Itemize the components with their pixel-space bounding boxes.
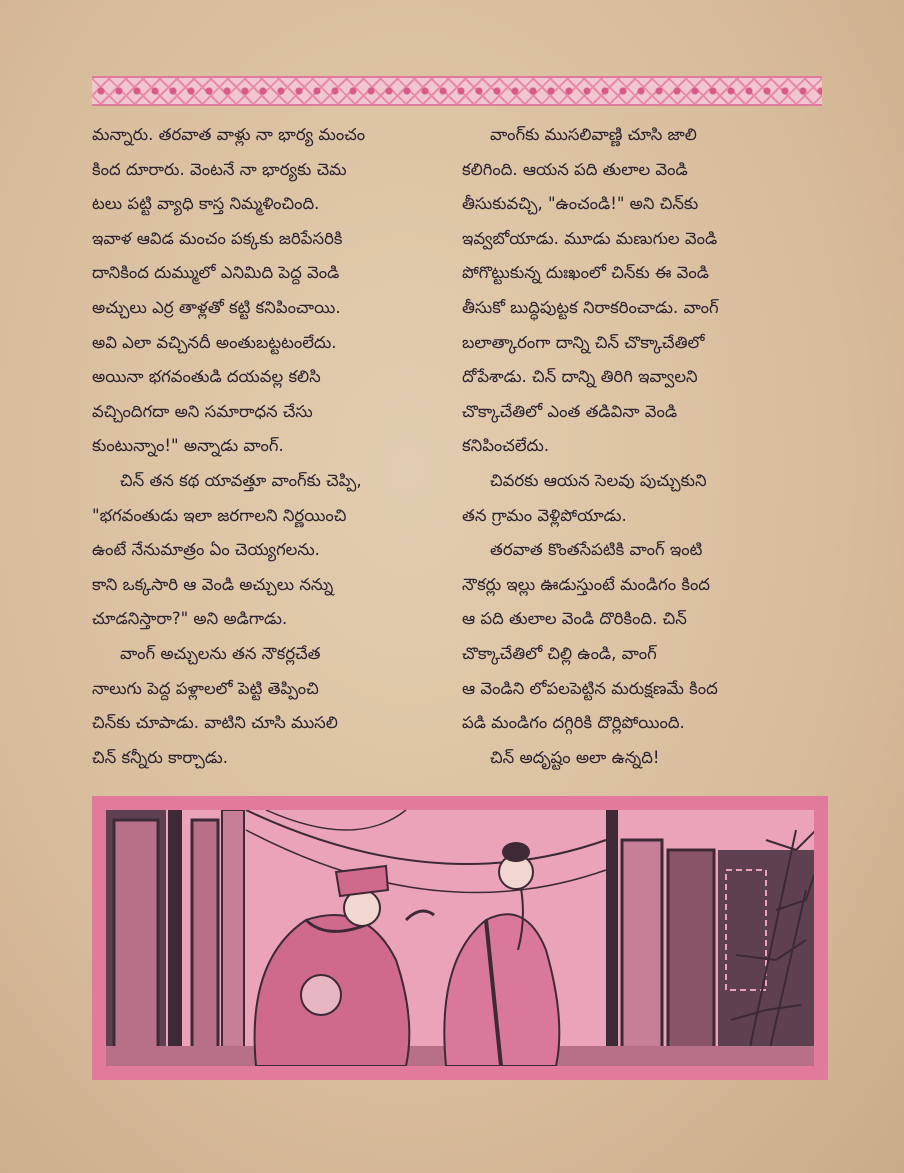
text-line: చిన్ కన్నీరు కార్చాడు. [92, 747, 228, 767]
text-line: ఉంటే నేనుమాత్రం ఏం చెయ్యగలను. [92, 540, 320, 560]
text-line: మన్నారు. తరవాత వాళ్లు నా భార్య మంచం [92, 125, 366, 144]
text-line: దోపేశాడు. చిన్ దాన్ని తిరిగి ఇవ్వాలని [462, 367, 698, 387]
text-line: "భగవంతుడు ఇలా జరగాలని నిర్ణయించి [92, 505, 347, 525]
text-line: వాంగ్‌కు ముసలివాణ్ణి చూసి జాలి [490, 125, 697, 144]
text-line: తరవాత కొంతసేపటికి వాంగ్ ఇంటి [490, 540, 703, 560]
left-column [92, 118, 457, 775]
text-line: ఆ పది తులాల వెండి దొరికింది. చిన్ [462, 609, 687, 629]
text-line: కనిపించలేదు. [462, 436, 550, 456]
text-line: కాని ఒక్కసారి ఆ వెండి అచ్చులు నన్ను [92, 574, 334, 594]
text-line: పోగొట్టుకున్న దుఃఖంలో చిన్‌కు ఈ వెండి [462, 263, 709, 283]
text-line: ఇవ్వబోయాడు. మూడు మణుగుల వెండి [462, 228, 718, 248]
text-line: నాలుగు పెద్ద పళ్లాలలో పెట్టి తెప్పించి [92, 678, 319, 698]
text-line: బలాత్కారంగా దాన్ని చిన్ చొక్కాచేతిలో [462, 332, 705, 352]
text-line: నౌకర్లు ఇల్లు ఊడుస్తుంటే మండిగం కింద [462, 574, 710, 594]
text-line: దానికింద దుమ్ములో ఎనిమిది పెద్ద వెండి [92, 263, 340, 283]
paragraph [92, 118, 457, 464]
decorative-border [92, 76, 822, 106]
text-line: అచ్చులు ఎర్ర తాళ్లతో కట్టి కనిపించాయి. [92, 297, 341, 317]
story-illustration [92, 796, 828, 1080]
text-line: ఆ వెండిని లోపలపెట్టిన మరుక్షణమే కింద [462, 678, 718, 698]
text-line: చివరకు ఆయన సెలవు పుచ్చుకుని [490, 470, 707, 490]
text-line: చొక్కాచేతిలో ఎంత తడివినా వెండి [462, 401, 678, 421]
text-line: అవి ఎలా వచ్చినదీ అంతుబట్టటంలేదు. [92, 332, 337, 352]
right-column [462, 118, 827, 775]
text-line: పడి మండిగం దగ్గిరికి దొర్లిపోయింది. [462, 713, 685, 733]
paragraph [92, 464, 457, 637]
text-line: ఇవాళ ఆవిడ మంచం పక్కకు జరిపేసరికి [92, 228, 343, 248]
text-line: చిన్ తన కథ యావత్తూ వాంగ్‌కు చెప్పి, [120, 470, 362, 490]
paragraph [462, 741, 827, 776]
text-line: వాంగ్ అచ్చులను తన నౌకర్లచేత [120, 643, 321, 663]
illustration-art [106, 810, 814, 1066]
text-line: వచ్చిందిగదా అని సమారాధన చేసు [92, 401, 313, 421]
text-line: కింద దూరారు. వెంటనే నా భార్యకు చెమ [92, 159, 347, 179]
text-line: చిన్ అదృష్టం అలా ఉన్నది! [490, 747, 660, 767]
text-line: చూడనిస్తారా?" అని అడిగాడు. [92, 609, 288, 629]
text-line: కలిగింది. ఆయన పది తులాల వెండి [462, 159, 688, 179]
text-line: తీసుకువచ్చి, "ఉంచండి!" అని చిన్‌కు [462, 194, 699, 214]
paragraph [462, 118, 827, 464]
paragraph [92, 637, 457, 775]
text-line: అయినా భగవంతుడి దయవల్ల కలిసి [92, 367, 321, 387]
text-line: చొక్కాచేతిలో చిల్లి ఉండి, వాంగ్ [462, 643, 657, 663]
text-line: తీసుకో బుద్ధిపుట్టక నిరాకరించాడు. వాంగ్ [462, 297, 719, 317]
text-line: తన గ్రామం వెళ్లిపోయాడు. [462, 505, 627, 525]
text-line: కుంటున్నాం!" అన్నాడు వాంగ్. [92, 436, 284, 456]
paragraph [462, 464, 827, 533]
paragraph [462, 533, 827, 741]
text-line: చిన్‌కు చూపాడు. వాటిని చూసి ముసలి [92, 713, 338, 733]
text-line: టలు పట్టి వ్యాధి కాస్త నిమ్మళించింది. [92, 194, 320, 214]
